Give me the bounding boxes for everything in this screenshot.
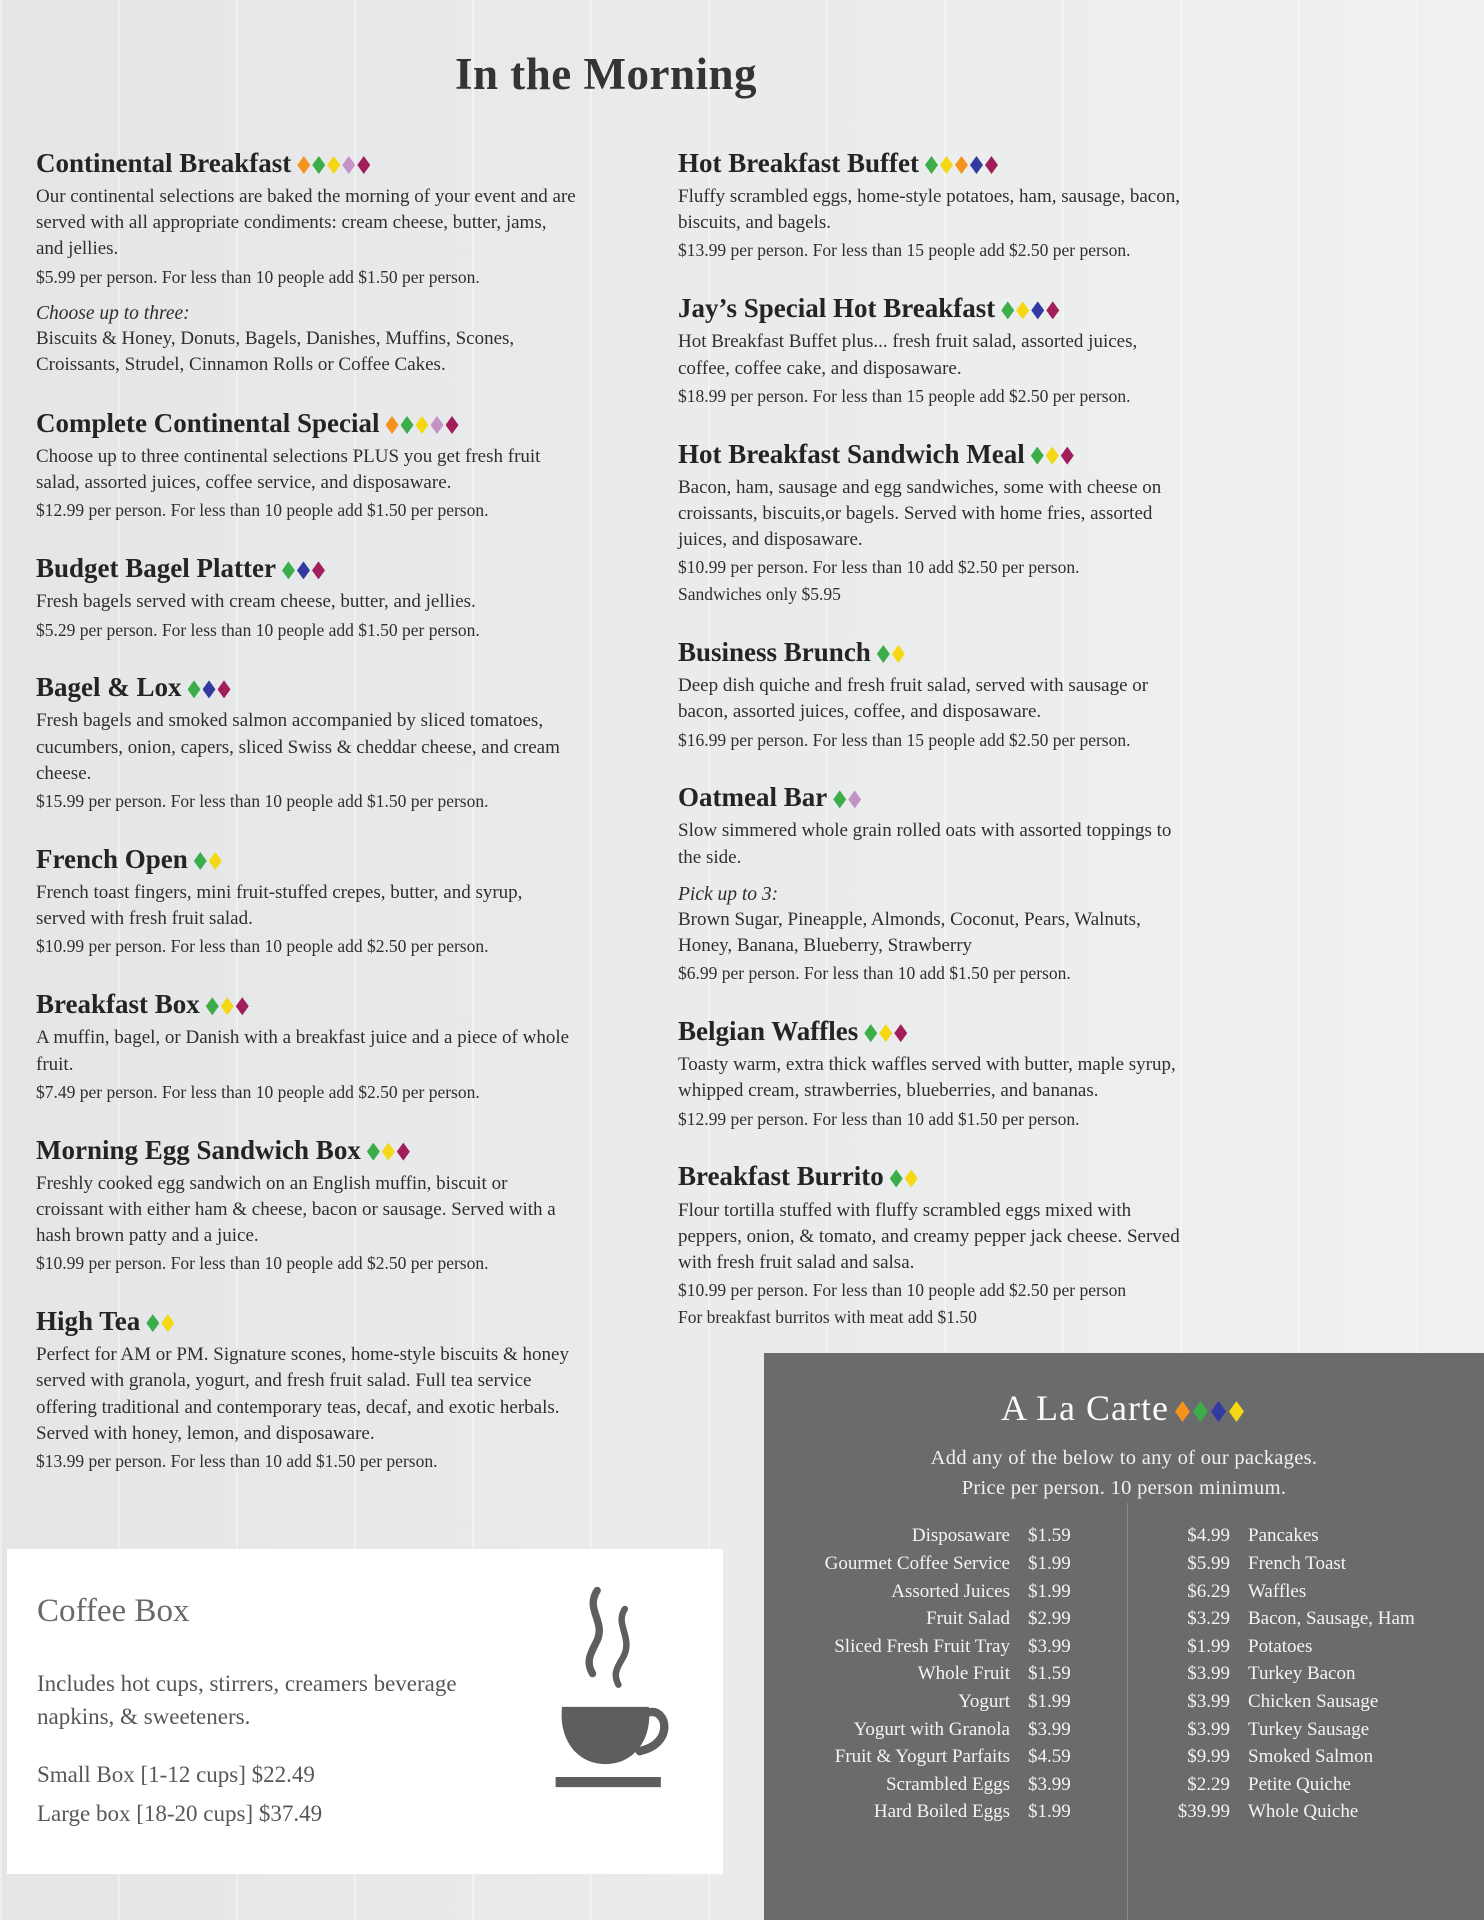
item-title-text: Breakfast Burrito [678, 1161, 884, 1192]
menu-item-french-open [36, 844, 576, 959]
a-la-carte-row [1164, 1720, 1460, 1739]
item-price: $5.99 per person. For less than 10 people add $1.50 per person. [36, 266, 480, 287]
a-la-carte-left-list [788, 1526, 1124, 1830]
diamond-icon [890, 1169, 903, 1187]
diamond-icon [297, 561, 310, 579]
item-label: Sliced Fresh Fruit Tray [834, 1635, 1010, 1657]
item-description: Choose up to three continental selections PLUS you get fresh fruit salad, assorted juices, coffee service, and disposaware. [36, 446, 541, 494]
diamond-icon [1193, 1401, 1208, 1422]
item-price: $5.29 per person. For less than 10 people add $1.50 per person. [36, 619, 480, 640]
diamond-icon [221, 997, 234, 1015]
coffee-cup-icon [551, 1573, 671, 1818]
diamond-icon [848, 790, 861, 808]
item-title-text: French Open [36, 843, 188, 874]
menu-item-breakfast-burrito [678, 1161, 1183, 1329]
diamond-icon [218, 680, 231, 698]
item-description: French toast fingers, mini fruit-stuffed crepes, butter, and syrup, served with fresh fruit salad. [36, 882, 523, 930]
item-description: Our continental selections are baked the morning of your event and are served with all appropriate condiments: cream cheese, butter, jams, and jellies. [36, 186, 576, 260]
diamond-icons [146, 1306, 176, 1336]
a-la-carte-row [1164, 1637, 1460, 1656]
coffee-box-large-size: Large box [18-20 cups] $37.49 [37, 1801, 323, 1827]
menu-item-business-brunch [678, 637, 1183, 752]
item-title [678, 637, 1183, 668]
item-title [678, 1161, 1183, 1192]
diamond-icons [188, 672, 233, 702]
menu-item-oatmeal-bar [678, 782, 1183, 986]
item-label: Hard Boiled Eggs [873, 1801, 1010, 1823]
diamond-icon [382, 1143, 395, 1161]
diamond-icons [833, 782, 863, 812]
item-label: Pancakes [1248, 1525, 1319, 1547]
diamond-icon [970, 156, 983, 174]
item-title [36, 1135, 576, 1166]
item-title-text: Hot Breakfast Buffet [678, 148, 919, 178]
diamond-icon [1046, 301, 1059, 319]
a-la-carte-row [1164, 1664, 1460, 1683]
item-title-text: Complete Continental Special [36, 407, 380, 438]
item-label: French Toast [1248, 1552, 1347, 1574]
diamond-icon [386, 416, 399, 434]
item-price: $12.99 per person. For less than 10 people add $1.50 per person. [36, 500, 489, 521]
menu-item-bagel-and-lox [36, 672, 576, 814]
diamond-icons [877, 637, 907, 667]
diamond-icon [401, 416, 414, 434]
diamond-icon [327, 156, 340, 174]
diamond-icons [367, 1135, 412, 1165]
diamond-icons [386, 408, 461, 438]
item-title-text: High Tea [36, 1306, 141, 1337]
diamond-icons [282, 553, 327, 583]
item-price: $3.99 [1187, 1718, 1230, 1740]
item-description: Perfect for AM or PM. Signature scones, home-style biscuits & honey served with granola, yogurt, and fresh fruit salad. Full tea service offering traditional and contemporary teas, decaf, and exotic herbals. Served with honey, lemon, and disposaware. [36, 1344, 569, 1444]
item-title [36, 989, 576, 1020]
item-title [678, 148, 1183, 179]
item-note: Choose up to three: [36, 302, 190, 324]
a-la-carte-row [788, 1582, 1090, 1601]
menu-item-jays-special-hot-breakfast [678, 293, 1183, 408]
a-la-carte-row [1164, 1609, 1460, 1628]
item-price: $1.99 [1187, 1635, 1230, 1657]
a-la-carte-title-text: A La Carte [1001, 1388, 1169, 1428]
menu-item-morning-egg-sandwich-box [36, 1135, 576, 1277]
menu-column-left [36, 148, 576, 1504]
diamond-icon [1016, 301, 1029, 319]
item-label: Waffles [1248, 1580, 1307, 1602]
item-description: Slow simmered whole grain rolled oats with assorted toppings to the side. [678, 820, 1172, 868]
a-la-carte-subtitle: Add any of the below to any of our packages. [930, 1447, 1318, 1469]
item-title [678, 439, 1183, 470]
diamond-icon [431, 416, 444, 434]
diamond-icon [1031, 301, 1044, 319]
item-title [36, 844, 576, 875]
item-title [36, 1306, 576, 1337]
diamond-icon [1031, 447, 1044, 465]
item-label: Yogurt with Granola [853, 1718, 1010, 1740]
a-la-carte-columns [764, 1526, 1484, 1830]
item-description: Deep dish quiche and fresh fruit salad, served with sausage or bacon, assorted juices, coffee, and disposaware. [678, 675, 1149, 723]
item-title-text: Bagel & Lox [36, 672, 182, 703]
item-title [36, 672, 576, 703]
item-price: $7.49 per person. For less than 10 people add $2.50 per person. [36, 1081, 480, 1102]
diamond-icon [188, 680, 201, 698]
menu-item-belgian-waffles [678, 1016, 1183, 1131]
item-price: $10.99 per person. For less than 10 people add $2.50 per person [678, 1280, 1127, 1301]
diamond-icon [1001, 301, 1014, 319]
a-la-carte-row [1164, 1582, 1460, 1601]
diamond-icon [1175, 1401, 1190, 1422]
menu-item-hot-breakfast-sandwich-meal [678, 439, 1183, 607]
item-price: $13.99 per person. For less than 15 people add $2.50 per person. [678, 240, 1131, 261]
item-price: $3.99 [1028, 1635, 1071, 1657]
diamond-icon [833, 790, 846, 808]
item-description: Fluffy scrambled eggs, home-style potatoes, ham, sausage, bacon, biscuits, and bagels. [678, 186, 1180, 234]
a-la-carte-row [1164, 1554, 1460, 1573]
steam-icon [589, 1591, 599, 1674]
diamond-icons [1175, 1388, 1247, 1428]
item-label: Turkey Bacon [1248, 1663, 1356, 1685]
saucer [556, 1777, 661, 1787]
a-la-carte-row [788, 1747, 1090, 1766]
item-description: A muffin, bagel, or Danish with a breakfast juice and a piece of whole fruit. [36, 1027, 570, 1075]
a-la-carte-row [788, 1692, 1090, 1711]
item-note: Pick up to 3: [678, 883, 779, 905]
steam-icon [616, 1609, 627, 1685]
item-label: Whole Quiche [1248, 1801, 1359, 1823]
item-description: Fresh bagels served with cream cheese, butter, and jellies. [36, 591, 476, 613]
diamond-icons [890, 1161, 920, 1191]
cup-bowl [562, 1707, 650, 1764]
item-label: Fruit & Yogurt Parfaits [834, 1746, 1010, 1768]
item-label: Whole Fruit [917, 1663, 1010, 1685]
item-price: $1.99 [1028, 1552, 1071, 1574]
a-la-carte-row [788, 1664, 1090, 1683]
item-description: Fresh bagels and smoked salmon accompanied by sliced tomatoes, cucumbers, onion, capers, sliced Swiss & cheddar cheese, and cream cheese. [36, 710, 560, 784]
a-la-carte-row [1164, 1747, 1460, 1766]
diamond-icon [1211, 1401, 1226, 1422]
item-title [36, 553, 576, 584]
item-options: Brown Sugar, Pineapple, Almonds, Coconut, Pears, Walnuts, Honey, Banana, Blueberry, Strawberry [678, 908, 1141, 957]
a-la-carte-row [788, 1526, 1090, 1545]
item-title-text: Morning Egg Sandwich Box [36, 1134, 361, 1165]
item-description: Bacon, ham, sausage and egg sandwiches, some with cheese on croissants, biscuits,or bagels. Served with home fries, assorted juices, and disposaware. [678, 476, 1162, 551]
item-label: Chicken Sausage [1248, 1690, 1379, 1712]
diamond-icon [1046, 447, 1059, 465]
menu-item-complete-continental-special [36, 408, 576, 523]
item-title-text: Hot Breakfast Sandwich Meal [678, 438, 1025, 469]
diamond-icon [397, 1143, 410, 1161]
item-price: $10.99 per person. For less than 10 people add $2.50 per person. [36, 1253, 489, 1274]
item-title-text: Oatmeal Bar [678, 782, 828, 813]
diamond-icons [864, 1016, 909, 1046]
diamond-icon [925, 156, 938, 174]
menu-item-breakfast-box [36, 989, 576, 1104]
coffee-box-description: Includes hot cups, stirrers, creamers beverage napkins, & sweeteners. [37, 1671, 457, 1729]
diamond-icon [940, 156, 953, 174]
item-price: $3.99 [1187, 1663, 1230, 1685]
diamond-icon [161, 1314, 174, 1332]
a-la-carte-title [764, 1387, 1484, 1429]
item-label: Turkey Sausage [1248, 1718, 1370, 1740]
item-title-text: Breakfast Box [36, 989, 200, 1020]
menu-column-right [678, 148, 1183, 1360]
diamond-icon [236, 997, 249, 1015]
item-price: $39.99 [1177, 1801, 1230, 1823]
a-la-carte-minimum-note: Price per person. 10 person minimum. [961, 1476, 1287, 1499]
diamond-icon [905, 1169, 918, 1187]
coffee-box-card [7, 1549, 723, 1874]
diamond-icon [312, 561, 325, 579]
a-la-carte-row [1164, 1802, 1460, 1821]
item-extra: Sandwiches only $5.95 [678, 584, 841, 605]
item-title-text: Jay’s Special Hot Breakfast [678, 293, 996, 324]
diamond-icon [879, 1024, 892, 1042]
diamond-icon [1061, 447, 1074, 465]
item-price: $6.99 per person. For less than 10 add $1.50 per person. [678, 963, 1071, 984]
item-label: Yogurt [958, 1690, 1010, 1712]
item-label: Smoked Salmon [1248, 1746, 1374, 1768]
menu-item-hot-breakfast-buffet [678, 148, 1183, 263]
item-extra: For breakfast burritos with meat add $1.50 [678, 1307, 977, 1328]
item-label: Bacon, Sausage, Ham [1248, 1608, 1415, 1630]
menu-item-budget-bagel-platter [36, 553, 576, 642]
item-price: $3.99 [1028, 1773, 1071, 1795]
diamond-icons [1031, 439, 1076, 469]
item-price: $16.99 per person. For less than 15 people add $2.50 per person. [678, 729, 1131, 750]
item-price: $15.99 per person. For less than 10 people add $1.50 per person. [36, 791, 489, 812]
page-title: In the Morning [454, 49, 758, 99]
item-price: $1.59 [1028, 1525, 1071, 1547]
a-la-carte-right-list [1124, 1526, 1460, 1830]
item-title [36, 408, 576, 439]
a-la-carte-row [788, 1775, 1090, 1794]
a-la-carte-row [1164, 1526, 1460, 1545]
diamond-icon [342, 156, 355, 174]
diamond-icon [864, 1024, 877, 1042]
diamond-icon [985, 156, 998, 174]
diamond-icon [209, 852, 222, 870]
diamond-icon [446, 416, 459, 434]
item-price: $3.99 [1187, 1690, 1230, 1712]
diamond-icons [297, 148, 372, 178]
item-price: $5.99 [1187, 1552, 1230, 1574]
item-label: Gourmet Coffee Service [824, 1552, 1010, 1574]
a-la-carte-row [788, 1609, 1090, 1628]
item-title-text: Budget Bagel Platter [36, 553, 276, 584]
item-price: $13.99 per person. For less than 10 add $1.50 per person. [36, 1451, 438, 1472]
diamond-icon [203, 680, 216, 698]
item-label: Assorted Juices [891, 1580, 1010, 1602]
item-options: Biscuits & Honey, Donuts, Bagels, Danishes, Muffins, Scones, Croissants, Strudel, Cinnamon Rolls or Coffee Cakes. [36, 327, 515, 375]
item-description: Flour tortilla stuffed with fluffy scrambled eggs mixed with peppers, onion, & tomato, and creamy pepper jack cheese. Served with fresh fruit salad and salsa. [678, 1199, 1180, 1273]
item-price: $3.99 [1028, 1718, 1071, 1740]
item-description: Hot Breakfast Buffet plus... fresh fruit salad, assorted juices, coffee, coffee cake, and disposaware. [678, 331, 1138, 379]
item-label: Petite Quiche [1248, 1773, 1351, 1795]
a-la-carte-row [1164, 1692, 1460, 1711]
a-la-carte-row [788, 1720, 1090, 1739]
a-la-carte-row [788, 1802, 1090, 1821]
diamond-icon [892, 645, 905, 663]
item-description: Toasty warm, extra thick waffles served with butter, maple syrup, whipped cream, strawberries, blueberries, and bananas. [678, 1054, 1176, 1102]
column-divider [1127, 1503, 1129, 1920]
item-price: $2.29 [1187, 1773, 1230, 1795]
item-label: Disposaware [911, 1525, 1010, 1547]
diamond-icon [955, 156, 968, 174]
diamond-icon [312, 156, 325, 174]
item-label: Potatoes [1248, 1635, 1313, 1657]
item-title-text: Business Brunch [678, 637, 871, 668]
item-price: $1.59 [1028, 1663, 1071, 1685]
diamond-icon [146, 1314, 159, 1332]
item-title [36, 148, 576, 179]
item-price: $1.99 [1028, 1690, 1071, 1712]
item-price: $6.29 [1187, 1580, 1230, 1602]
item-price: $4.59 [1028, 1746, 1071, 1768]
item-label: Fruit Salad [926, 1608, 1010, 1630]
coffee-box-title: Coffee Box [37, 1593, 190, 1629]
item-title [678, 293, 1183, 324]
diamond-icon [282, 561, 295, 579]
item-price: $1.99 [1028, 1801, 1071, 1823]
item-title [678, 1016, 1183, 1047]
diamond-icons [925, 148, 1000, 178]
menu-item-high-tea [36, 1306, 576, 1474]
item-price: $12.99 per person. For less than 10 add $1.50 per person. [678, 1108, 1080, 1129]
a-la-carte-row [788, 1554, 1090, 1573]
a-la-carte-row [1164, 1775, 1460, 1794]
item-title-text: Belgian Waffles [678, 1016, 859, 1047]
item-description: Freshly cooked egg sandwich on an English muffin, biscuit or croissant with either ham & cheese, bacon or sausage. Served with a hash brown patty and a juice. [36, 1172, 556, 1247]
diamond-icon [194, 852, 207, 870]
item-title-text: Continental Breakfast [36, 148, 292, 178]
diamond-icons [194, 844, 224, 874]
item-price: $10.99 per person. For less than 10 add $2.50 per person. [678, 557, 1080, 578]
diamond-icon [357, 156, 370, 174]
item-title [678, 782, 1183, 813]
diamond-icon [297, 156, 310, 174]
diamond-icon [1229, 1401, 1244, 1422]
diamond-icon [877, 645, 890, 663]
item-price: $2.99 [1028, 1608, 1071, 1630]
item-price: $4.99 [1187, 1525, 1230, 1547]
a-la-carte-row [788, 1637, 1090, 1656]
item-price: $10.99 per person. For less than 10 people add $2.50 per person. [36, 936, 489, 957]
item-label: Scrambled Eggs [885, 1773, 1010, 1795]
a-la-carte-panel [764, 1353, 1484, 1920]
diamond-icons [1001, 293, 1061, 323]
item-price: $1.99 [1028, 1580, 1071, 1602]
item-price: $3.29 [1187, 1608, 1230, 1630]
menu-item-continental-breakfast [36, 148, 576, 378]
diamond-icon [367, 1143, 380, 1161]
diamond-icon [416, 416, 429, 434]
diamond-icon [206, 997, 219, 1015]
item-price: $18.99 per person. For less than 15 people add $2.50 per person. [678, 385, 1131, 406]
diamond-icon [894, 1024, 907, 1042]
coffee-box-small-size: Small Box [1-12 cups] $22.49 [37, 1762, 315, 1788]
item-price: $9.99 [1187, 1746, 1230, 1768]
diamond-icons [206, 989, 251, 1019]
